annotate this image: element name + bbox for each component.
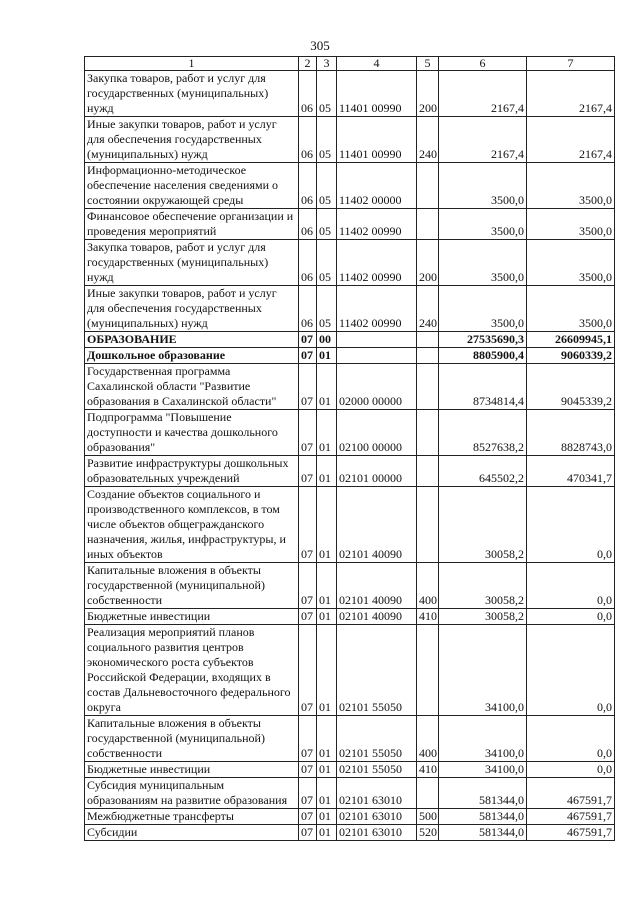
- header-row: [85, 57, 615, 71]
- amount-col6-cell: 8805900,4: [439, 348, 527, 364]
- table-row: [85, 348, 615, 364]
- table-row: [85, 825, 615, 841]
- amount-col6-cell: 34100,0: [439, 625, 527, 716]
- row-name-cell: Реализация мероприятий планов социального развития центров экономического роста субъектов Российской Федерации, входящих в состав Дальневосточного федерального округа: [85, 625, 299, 716]
- table-row: [85, 364, 615, 410]
- row-name-cell: Капитальные вложения в объекты государственной (муниципальной) собственности: [85, 563, 299, 609]
- amount-col6-cell: 645502,2: [439, 456, 527, 487]
- row-name-cell: Создание объектов социального и производственного комплексов, в том числе объектов общегражданского назначения, жилья, инфраструктуры, и иных объектов: [85, 487, 299, 563]
- row-name-cell: Капитальные вложения в объекты государственной (муниципальной) собственности: [85, 716, 299, 762]
- amount-col7-cell: 26609945,1: [527, 332, 615, 348]
- subsection-code-cell: 01: [317, 625, 337, 716]
- subsection-code-cell: 01: [317, 456, 337, 487]
- target-article-cell: 11401 00990: [337, 71, 417, 117]
- expense-type-cell: 400: [417, 716, 439, 762]
- expense-type-cell: 400: [417, 563, 439, 609]
- row-name-cell: Иные закупки товаров, работ и услуг для обеспечения государственных (муниципальных) нужд: [85, 286, 299, 332]
- amount-col6-cell: 2167,4: [439, 117, 527, 163]
- expense-type-cell: [417, 778, 439, 809]
- target-article-cell: 02101 40090: [337, 609, 417, 625]
- subsection-code-cell: 01: [317, 716, 337, 762]
- subsection-code-cell: 01: [317, 563, 337, 609]
- amount-col6-cell: 3500,0: [439, 209, 527, 240]
- amount-col7-cell: 0,0: [527, 716, 615, 762]
- subsection-code-cell: 01: [317, 364, 337, 410]
- section-code-cell: 07: [299, 716, 317, 762]
- table-row: [85, 809, 615, 825]
- target-article-cell: 02101 40090: [337, 563, 417, 609]
- amount-col6-cell: 30058,2: [439, 487, 527, 563]
- table-row: [85, 71, 615, 117]
- target-article-cell: 11401 00990: [337, 117, 417, 163]
- subsection-code-cell: 05: [317, 117, 337, 163]
- row-name-cell: Развитие инфраструктуры дошкольных образовательных учреждений: [85, 456, 299, 487]
- subsection-code-cell: 01: [317, 487, 337, 563]
- amount-col7-cell: 0,0: [527, 762, 615, 778]
- budget-table: [84, 56, 615, 841]
- amount-col6-cell: 8734814,4: [439, 364, 527, 410]
- subsection-code-cell: 05: [317, 71, 337, 117]
- expense-type-cell: [417, 332, 439, 348]
- header-cell: 2: [299, 57, 317, 71]
- target-article-cell: 02101 63010: [337, 825, 417, 841]
- section-code-cell: 06: [299, 163, 317, 209]
- amount-col7-cell: 3500,0: [527, 240, 615, 286]
- section-code-cell: 06: [299, 117, 317, 163]
- subsection-code-cell: 01: [317, 778, 337, 809]
- section-code-cell: 07: [299, 563, 317, 609]
- amount-col6-cell: 581344,0: [439, 809, 527, 825]
- target-article-cell: 02000 00000: [337, 364, 417, 410]
- target-article-cell: [337, 348, 417, 364]
- section-code-cell: 06: [299, 286, 317, 332]
- table-row: [85, 286, 615, 332]
- target-article-cell: 02101 00000: [337, 456, 417, 487]
- section-code-cell: 07: [299, 762, 317, 778]
- table-row: [85, 410, 615, 456]
- amount-col6-cell: 34100,0: [439, 716, 527, 762]
- section-code-cell: 07: [299, 348, 317, 364]
- amount-col7-cell: 470341,7: [527, 456, 615, 487]
- table-row: [85, 625, 615, 716]
- table-row: [85, 609, 615, 625]
- section-code-cell: 06: [299, 240, 317, 286]
- target-article-cell: 02101 63010: [337, 809, 417, 825]
- amount-col6-cell: 581344,0: [439, 825, 527, 841]
- section-code-cell: 07: [299, 778, 317, 809]
- table-row: [85, 762, 615, 778]
- section-code-cell: 07: [299, 809, 317, 825]
- target-article-cell: 02101 55050: [337, 762, 417, 778]
- table-row: [85, 240, 615, 286]
- amount-col7-cell: 0,0: [527, 563, 615, 609]
- subsection-code-cell: 01: [317, 348, 337, 364]
- expense-type-cell: 500: [417, 809, 439, 825]
- subsection-code-cell: 01: [317, 410, 337, 456]
- expense-type-cell: 240: [417, 117, 439, 163]
- row-name-cell: Подпрограмма "Повышение доступности и качества дошкольного образования": [85, 410, 299, 456]
- target-article-cell: 11402 00990: [337, 209, 417, 240]
- amount-col7-cell: 0,0: [527, 609, 615, 625]
- table-row: [85, 487, 615, 563]
- amount-col7-cell: 8828743,0: [527, 410, 615, 456]
- row-name-cell: Дошкольное образование: [85, 348, 299, 364]
- section-code-cell: 07: [299, 609, 317, 625]
- expense-type-cell: 200: [417, 71, 439, 117]
- subsection-code-cell: 00: [317, 332, 337, 348]
- page-number: 305: [310, 38, 330, 53]
- table-row: [85, 456, 615, 487]
- amount-col7-cell: 9045339,2: [527, 364, 615, 410]
- row-name-cell: Межбюджетные трансферты: [85, 809, 299, 825]
- row-name-cell: Субсидии: [85, 825, 299, 841]
- row-name-cell: Бюджетные инвестиции: [85, 609, 299, 625]
- amount-col7-cell: 467591,7: [527, 809, 615, 825]
- amount-col7-cell: 467591,7: [527, 778, 615, 809]
- section-code-cell: 06: [299, 71, 317, 117]
- target-article-cell: 02101 40090: [337, 487, 417, 563]
- amount-col7-cell: 3500,0: [527, 163, 615, 209]
- row-name-cell: Информационно-методическое обеспечение населения сведениями о состоянии окружающей среды: [85, 163, 299, 209]
- expense-type-cell: 200: [417, 240, 439, 286]
- row-name-cell: Закупка товаров, работ и услуг для государственных (муниципальных) нужд: [85, 240, 299, 286]
- table-row: [85, 117, 615, 163]
- amount-col7-cell: 0,0: [527, 487, 615, 563]
- expense-type-cell: [417, 625, 439, 716]
- target-article-cell: 11402 00990: [337, 286, 417, 332]
- expense-type-cell: 410: [417, 609, 439, 625]
- amount-col6-cell: 581344,0: [439, 778, 527, 809]
- expense-type-cell: 520: [417, 825, 439, 841]
- amount-col6-cell: 30058,2: [439, 563, 527, 609]
- target-article-cell: 11402 00990: [337, 240, 417, 286]
- subsection-code-cell: 01: [317, 609, 337, 625]
- row-name-cell: Государственная программа Сахалинской области "Развитие образования в Сахалинской области": [85, 364, 299, 410]
- section-code-cell: 07: [299, 364, 317, 410]
- amount-col7-cell: 0,0: [527, 625, 615, 716]
- amount-col7-cell: 467591,7: [527, 825, 615, 841]
- amount-col6-cell: 2167,4: [439, 71, 527, 117]
- amount-col7-cell: 2167,4: [527, 71, 615, 117]
- table-row: [85, 563, 615, 609]
- amount-col6-cell: 34100,0: [439, 762, 527, 778]
- header-cell: 1: [85, 57, 299, 71]
- amount-col6-cell: 8527638,2: [439, 410, 527, 456]
- amount-col7-cell: 2167,4: [527, 117, 615, 163]
- amount-col6-cell: 30058,2: [439, 609, 527, 625]
- section-code-cell: 06: [299, 209, 317, 240]
- amount-col6-cell: 27535690,3: [439, 332, 527, 348]
- expense-type-cell: [417, 410, 439, 456]
- amount-col6-cell: 3500,0: [439, 240, 527, 286]
- subsection-code-cell: 05: [317, 209, 337, 240]
- row-name-cell: Субсидия муниципальным образованиям на развитие образования: [85, 778, 299, 809]
- table-body: [85, 71, 615, 841]
- row-name-cell: Иные закупки товаров, работ и услуг для обеспечения государственных (муниципальных) нужд: [85, 117, 299, 163]
- header-cell: 7: [527, 57, 615, 71]
- target-article-cell: 02101 55050: [337, 625, 417, 716]
- target-article-cell: 02101 55050: [337, 716, 417, 762]
- target-article-cell: [337, 332, 417, 348]
- expense-type-cell: [417, 487, 439, 563]
- expense-type-cell: [417, 209, 439, 240]
- amount-col7-cell: 3500,0: [527, 209, 615, 240]
- section-code-cell: 07: [299, 487, 317, 563]
- subsection-code-cell: 05: [317, 286, 337, 332]
- row-name-cell: ОБРАЗОВАНИЕ: [85, 332, 299, 348]
- expense-type-cell: [417, 348, 439, 364]
- expense-type-cell: [417, 456, 439, 487]
- subsection-code-cell: 05: [317, 163, 337, 209]
- section-code-cell: 07: [299, 410, 317, 456]
- row-name-cell: Финансовое обеспечение организации и проведения мероприятий: [85, 209, 299, 240]
- header-cell: 5: [417, 57, 439, 71]
- section-code-cell: 07: [299, 456, 317, 487]
- table-row: [85, 163, 615, 209]
- subsection-code-cell: 05: [317, 240, 337, 286]
- table-row: [85, 209, 615, 240]
- subsection-code-cell: 01: [317, 825, 337, 841]
- table-row: [85, 716, 615, 762]
- section-code-cell: 07: [299, 332, 317, 348]
- target-article-cell: 02100 00000: [337, 410, 417, 456]
- expense-type-cell: 410: [417, 762, 439, 778]
- target-article-cell: 02101 63010: [337, 778, 417, 809]
- amount-col6-cell: 3500,0: [439, 163, 527, 209]
- amount-col7-cell: 9060339,2: [527, 348, 615, 364]
- table-row: [85, 778, 615, 809]
- expense-type-cell: [417, 163, 439, 209]
- subsection-code-cell: 01: [317, 762, 337, 778]
- section-code-cell: 07: [299, 825, 317, 841]
- row-name-cell: Закупка товаров, работ и услуг для государственных (муниципальных) нужд: [85, 71, 299, 117]
- row-name-cell: Бюджетные инвестиции: [85, 762, 299, 778]
- header-cell: 3: [317, 57, 337, 71]
- expense-type-cell: 240: [417, 286, 439, 332]
- header-cell: 6: [439, 57, 527, 71]
- section-code-cell: 07: [299, 625, 317, 716]
- target-article-cell: 11402 00000: [337, 163, 417, 209]
- subsection-code-cell: 01: [317, 809, 337, 825]
- amount-col7-cell: 3500,0: [527, 286, 615, 332]
- expense-type-cell: [417, 364, 439, 410]
- amount-col6-cell: 3500,0: [439, 286, 527, 332]
- table-row: [85, 332, 615, 348]
- header-cell: 4: [337, 57, 417, 71]
